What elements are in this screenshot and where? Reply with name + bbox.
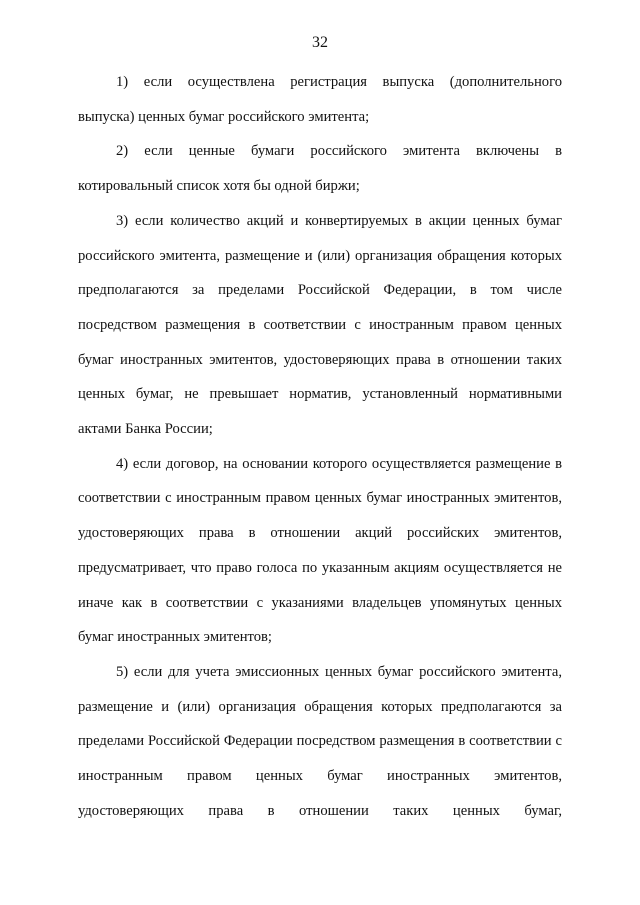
paragraph-item-1: 1) если осуществлена регистрация выпуска (дополнительного выпуска) ценных бумаг российского эмитента;	[78, 74, 562, 125]
paragraph-item-2: 2) если ценные бумаги российского эмитента включены в котировальный список хотя бы одной биржи;	[78, 143, 562, 195]
page-number: 32	[312, 34, 328, 51]
paragraph-item-3: 3) если количество акций и конвертируемых в акции ценных бумаг российского эмитента, размещение и (или) организация обращения которых предполагаются за пределами Российской Федерации, в том числе посредством размещения в соответствии с иностранным правом ценных бумаг иностранных эмитентов, удостоверяющих права в отношении таких ценных бумаг, не превышает норматив, установленный нормативными актами Банка России;	[78, 212, 562, 438]
paragraph-item-5: 5) если для учета эмиссионных ценных бумаг российского эмитента, размещение и (или) организация обращения которых предполагаются за пределами Российской Федерации посредством размещения в соответствии с иностранным правом ценных бумаг иностранных эмитентов, удостоверяющих права в отношении таких ценных бумаг,	[78, 663, 562, 819]
document-body	[78, 65, 562, 828]
paragraph-item-4: 4) если договор, на основании которого осуществляется размещение в соответствии с иностранным правом ценных бумаг иностранных эмитентов, удостоверяющих права в отношении акций российских эмитентов, предусматривает, что право голоса по указанным акциям осуществляется не иначе как в соответствии с указаниями владельцев упомянутых ценных бумаг иностранных эмитентов;	[78, 455, 562, 646]
